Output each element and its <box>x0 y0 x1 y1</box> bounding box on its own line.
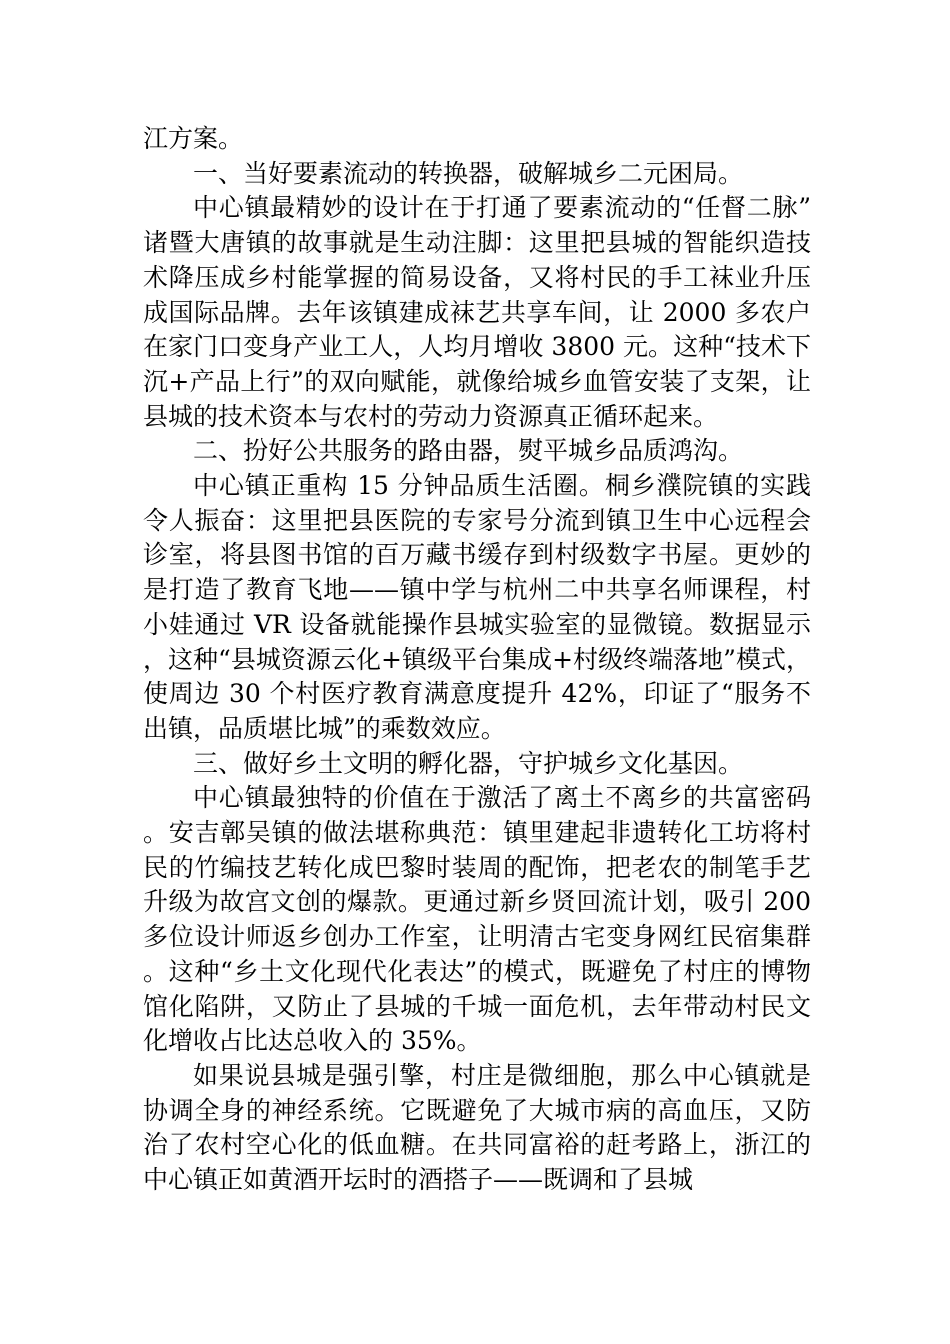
paragraph-conclusion: 如果说县城是强引擎，村庄是微细胞，那么中心镇就是协调全身的神经系统。它既避免了大城市病的高血压，又防治了农村空心化的低血糖。在共同富裕的赶考路上，浙江的中心镇正如黄酒开坛时的酒搭子——既调和了县城 <box>143 1060 811 1195</box>
heading-point-two: 二、扮好公共服务的路由器，熨平城乡品质鸿沟。 <box>193 436 744 466</box>
paragraph-point-three: 中心镇最独特的价值在于激活了离土不离乡的共富密码。安吉鄣吴镇的做法堪称典范：镇里建起非遗转化工坊将村民的竹编技艺转化成巴黎时装周的配饰，把老农的制笔手艺升级为故宫文创的爆款。更通过新乡贤回流计划，吸引 200 多位设计师返乡创办工作室，让明清古宅变身网红民宿集群。这种“乡土文化现代化表达”的模式，既避免了村庄的博物馆化陷阱，又防止了县城的千城一面危机，去年带动村民文化增收占比达总收入的 35%。 <box>143 783 811 1056</box>
paragraph-closing-fragment: 江方案。 <box>143 124 244 153</box>
heading-point-one: 一、当好要素流动的转换器，破解城乡二元困局。 <box>193 158 744 188</box>
paragraph-point-two: 中心镇正重构 15 分钟品质生活圈。桐乡濮院镇的实践令人振奋：这里把县医院的专家号分流到镇卫生中心远程会诊室，将县图书馆的百万藏书缓存到村级数字书屋。更妙的是打造了教育飞地——镇中学与杭州二中共享名师课程，村小娃通过 VR 设备就能操作县城实验室的显微镜。数据显示，这种“县城资源云化+镇级平台集成+村级终端落地”模式，使周边 30 个村医疗教育满意度提升 42%，印证了“服务不出镇，品质堪比城”的乘数效应。 <box>143 471 811 743</box>
heading-point-three: 三、做好乡土文明的孵化器，守护城乡文化基因。 <box>193 748 744 778</box>
paragraph-point-one: 中心镇最精妙的设计在于打通了要素流动的“任督二脉”诸暨大唐镇的故事就是生动注脚：这里把县城的智能织造技术降压成乡村能掌握的简易设备，又将村民的手工袜业升压成国际品牌。去年该镇建成袜艺共享车间，让 2000 多农户在家门口变身产业工人，人均月增收 3800 元。这种“技术下沉+产品上行”的双向赋能，就像给城乡血管安装了支架，让县城的技术资本与农村的劳动力资源真正循环起来。 <box>143 193 811 431</box>
article-body <box>143 122 811 1198</box>
